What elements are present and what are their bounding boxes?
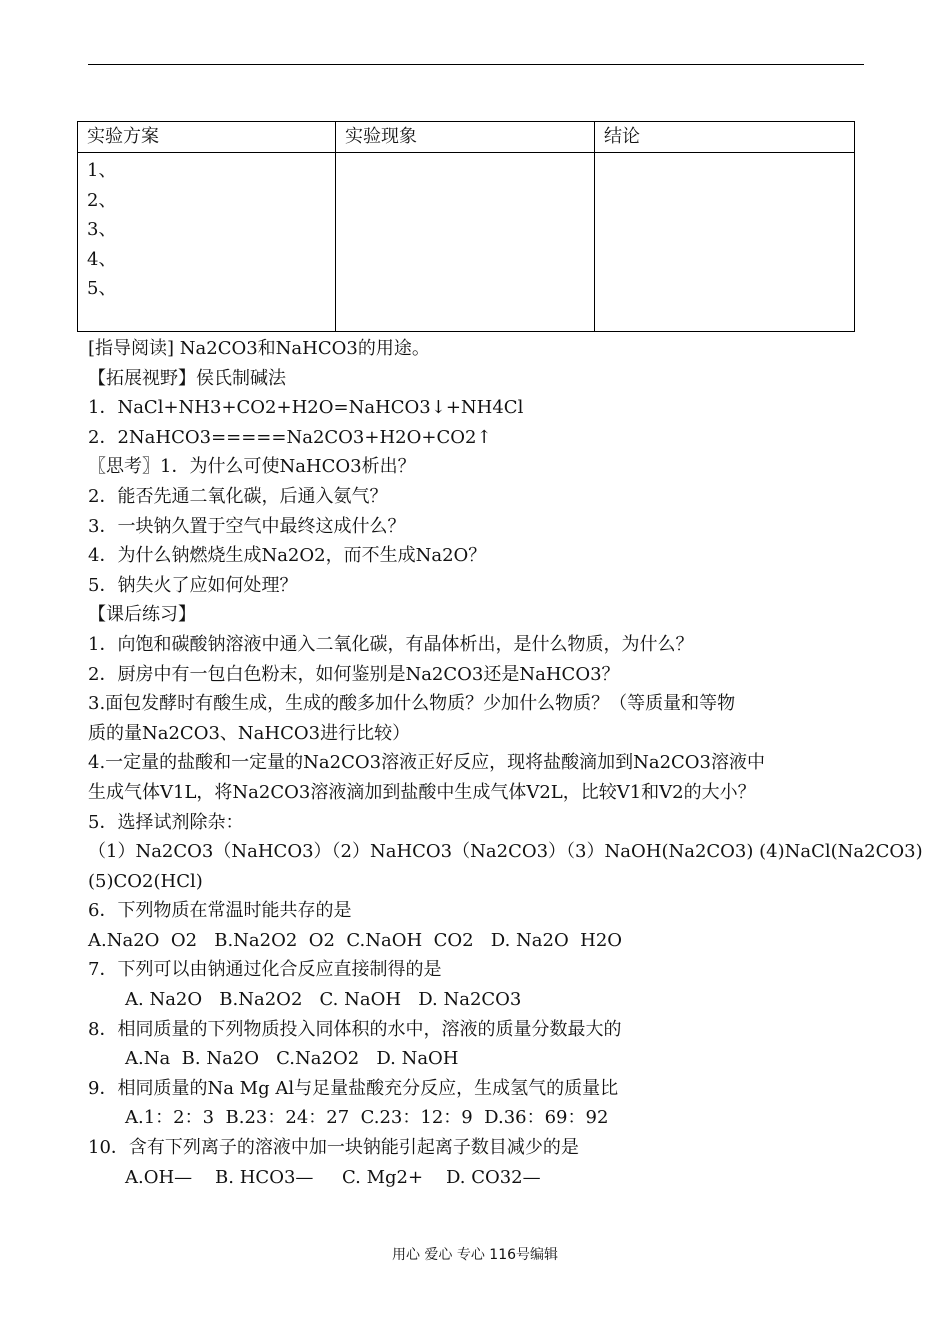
exercise-6-options: A.Na2O O2 B.Na2O2 O2 C.NaOH CO2 D. Na2O H2O bbox=[88, 929, 623, 951]
column-header-conclusion: 结论 bbox=[595, 122, 855, 153]
plan-item-3: 3、 bbox=[87, 219, 117, 240]
table-row bbox=[78, 153, 855, 332]
equation-1: 1．NaCl+NH3+CO2+H2O=NaHCO3↓+NH4Cl bbox=[88, 397, 524, 419]
exercise-7-options: A. Na2O B.Na2O2 C. NaOH D. Na2CO3 bbox=[125, 989, 522, 1011]
exercise-10: 10．含有下列离子的溶液中加一块钠能引起离子数目减少的是 bbox=[88, 1137, 579, 1159]
exercise-8: 8．相同质量的下列物质投入同体积的水中，溶液的质量分数最大的 bbox=[88, 1018, 622, 1040]
guided-reading: [指导阅读] Na2CO3和NaHCO3的用途。 bbox=[88, 338, 430, 359]
exercise-5-items-cont: (5)CO2(HCl) bbox=[88, 870, 203, 892]
exercise-8-options: A.Na B. Na2O C.Na2O2 D. NaOH bbox=[125, 1048, 459, 1070]
exercise-1: 1．向饱和碳酸钠溶液中通入二氧化碳，有晶体析出，是什么物质，为什么？ bbox=[88, 633, 694, 655]
conclusion-cell bbox=[595, 153, 855, 332]
exercise-10-options: A.OH— B. HCO3— C. Mg2+ D. CO32— bbox=[125, 1166, 541, 1188]
page-footer: 用心 爱心 专心 116号编辑 bbox=[391, 1247, 559, 1263]
think-question-5: 5．钠失火了应如何处理？ bbox=[88, 574, 298, 596]
table-header-row bbox=[78, 122, 855, 153]
plan-item-5: 5、 bbox=[87, 278, 117, 299]
plan-item-2: 2、 bbox=[87, 189, 117, 211]
experiment-table bbox=[77, 121, 855, 332]
plan-item-1: 1、 bbox=[87, 160, 117, 181]
exercise-3-line-2: 质的量Na2CO3、NaHCO3进行比较） bbox=[88, 722, 411, 744]
exercise-4-line-2: 生成气体V1L，将Na2CO3溶液滴加到盐酸中生成气体V2L，比较V1和V2的大小？ bbox=[88, 781, 756, 803]
section-heading-exercises: 【课后练习】 bbox=[88, 604, 196, 626]
document-body bbox=[88, 334, 923, 1192]
section-heading-extension: 【拓展视野】侯氏制碱法 bbox=[88, 367, 286, 389]
phenomenon-cell bbox=[336, 153, 595, 332]
plan-list bbox=[87, 153, 335, 304]
exercise-4-line-1: 4.一定量的盐酸和一定量的Na2CO3溶液正好反应，现将盐酸滴加到Na2CO3溶液中 bbox=[88, 752, 766, 774]
exercise-9: 9．相同质量的Na Mg Al与足量盐酸充分反应，生成氢气的质量比 bbox=[88, 1077, 619, 1099]
column-header-phenomenon: 实验现象 bbox=[336, 122, 595, 153]
exercise-7: 7．下列可以由钠通过化合反应直接制得的是 bbox=[88, 959, 442, 981]
plan-cell bbox=[78, 153, 336, 332]
exercise-5-items: （1）Na2CO3（NaHCO3）（2）NaHCO3（Na2CO3）（3）NaOH(Na2CO3) (4)NaCl(Na2CO3) bbox=[88, 841, 923, 863]
think-question-1: 〖思考〗1．为什么可使NaHCO3析出？ bbox=[88, 456, 416, 478]
exercise-5: 5．选择试剂除杂： bbox=[88, 811, 244, 833]
exercise-6: 6．下列物质在常温时能共存的是 bbox=[88, 900, 352, 922]
think-question-3: 3．一块钠久置于空气中最终这成什么？ bbox=[88, 515, 406, 537]
exercise-9-options: A.1：2：3 B.23：24：27 C.23：12：9 D.36：69：92 bbox=[125, 1107, 609, 1129]
exercise-2: 2．厨房中有一包白色粉末，如何鉴别是Na2CO3还是NaHCO3？ bbox=[88, 663, 620, 685]
equation-2: 2．2NaHCO3=====Na2CO3+H2O+CO2↑ bbox=[88, 426, 492, 448]
column-header-plan: 实验方案 bbox=[78, 122, 336, 153]
header-rule bbox=[88, 64, 864, 65]
plan-item-4: 4、 bbox=[87, 248, 117, 270]
think-question-4: 4．为什么钠燃烧生成Na2O2，而不生成Na2O？ bbox=[88, 545, 487, 567]
exercise-3-line-1: 3.面包发酵时有酸生成，生成的酸多加什么物质？少加什么物质？（等质量和等物 bbox=[88, 693, 736, 715]
think-question-2: 2．能否先通二氧化碳，后通入氨气？ bbox=[88, 485, 388, 507]
